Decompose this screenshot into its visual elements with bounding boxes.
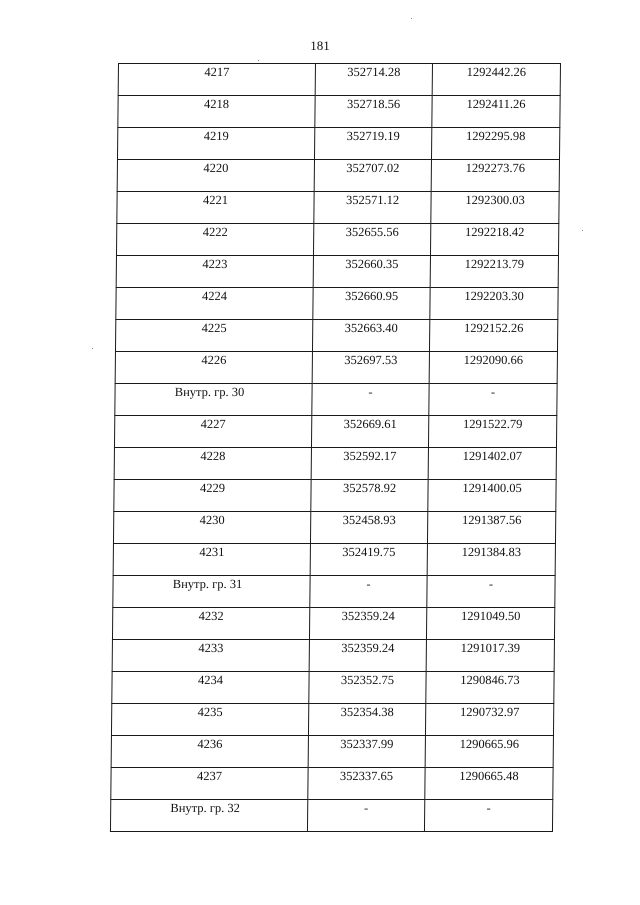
x-coordinate-cell: 352458.93: [310, 512, 427, 544]
y-coordinate-cell: 1292411.26: [432, 96, 560, 128]
x-coordinate-cell: 352660.35: [313, 256, 430, 288]
table-row: [111, 768, 553, 800]
point-cell: Внутр. гр. 30: [115, 384, 312, 416]
y-coordinate-cell: 1292213.79: [430, 256, 558, 288]
y-coordinate-cell: 1291017.39: [426, 640, 554, 672]
scan-speck: [582, 230, 583, 231]
table-row: [117, 160, 559, 192]
x-coordinate-cell: 352707.02: [314, 160, 431, 192]
table-row: [113, 576, 555, 608]
table-row: [114, 448, 556, 480]
y-coordinate-cell: 1291400.05: [428, 480, 556, 512]
point-cell: 4232: [112, 608, 309, 640]
x-coordinate-cell: 352660.95: [313, 288, 430, 320]
x-coordinate-cell: 352578.92: [311, 480, 428, 512]
x-coordinate-cell: 352337.65: [308, 768, 425, 800]
point-cell: 4221: [117, 192, 314, 224]
table-row: [115, 384, 557, 416]
y-coordinate-cell: 1291049.50: [426, 608, 554, 640]
y-coordinate-cell: 1291384.83: [427, 544, 555, 576]
y-coordinate-cell: 1291522.79: [428, 416, 556, 448]
table-row: [116, 224, 558, 256]
x-coordinate-cell: -: [307, 800, 424, 832]
point-cell: 4228: [114, 448, 311, 480]
point-cell: 4217: [118, 64, 315, 96]
x-coordinate-cell: -: [310, 576, 427, 608]
y-coordinate-cell: 1292090.66: [429, 352, 557, 384]
x-coordinate-cell: 352697.53: [312, 352, 429, 384]
y-coordinate-cell: 1292300.03: [431, 192, 559, 224]
x-coordinate-cell: -: [312, 384, 429, 416]
table-row: [115, 320, 557, 352]
x-coordinate-cell: 352359.24: [309, 608, 426, 640]
table-row: [113, 544, 555, 576]
y-coordinate-cell: 1290732.97: [425, 704, 553, 736]
point-cell: 4236: [111, 736, 308, 768]
table-row: [110, 800, 552, 832]
x-coordinate-cell: 352714.28: [315, 64, 432, 96]
point-cell: 4237: [111, 768, 308, 800]
table-row: [111, 704, 553, 736]
scan-speck: [92, 348, 93, 349]
point-cell: 4234: [112, 672, 309, 704]
point-cell: 4223: [116, 256, 313, 288]
point-cell: 4233: [112, 640, 309, 672]
x-coordinate-cell: 352669.61: [311, 416, 428, 448]
point-cell: 4226: [115, 352, 312, 384]
x-coordinate-cell: 352663.40: [312, 320, 429, 352]
y-coordinate-cell: 1292152.26: [429, 320, 557, 352]
y-coordinate-cell: -: [429, 384, 557, 416]
point-cell: 4227: [114, 416, 311, 448]
y-coordinate-cell: 1290665.48: [425, 768, 553, 800]
x-coordinate-cell: 352352.75: [309, 672, 426, 704]
y-coordinate-cell: 1292203.30: [430, 288, 558, 320]
table-row: [114, 480, 556, 512]
point-cell: 4222: [116, 224, 313, 256]
y-coordinate-cell: 1292442.26: [432, 64, 560, 96]
point-cell: 4220: [117, 160, 314, 192]
y-coordinate-cell: 1291387.56: [427, 512, 555, 544]
scan-speck: [258, 60, 259, 61]
y-coordinate-cell: 1292218.42: [430, 224, 558, 256]
y-coordinate-cell: -: [424, 800, 552, 832]
y-coordinate-cell: 1292273.76: [431, 160, 559, 192]
table-row: [114, 416, 556, 448]
point-cell: 4224: [116, 288, 313, 320]
x-coordinate-cell: 352592.17: [311, 448, 428, 480]
point-cell: 4218: [118, 96, 315, 128]
point-cell: Внутр. гр. 31: [113, 576, 310, 608]
coordinates-table-body: [110, 64, 560, 832]
table-row: [112, 608, 554, 640]
y-coordinate-cell: 1292295.98: [431, 128, 559, 160]
table-row: [115, 352, 557, 384]
x-coordinate-cell: 352718.56: [315, 96, 432, 128]
point-cell: 4225: [115, 320, 312, 352]
x-coordinate-cell: 352419.75: [310, 544, 427, 576]
coordinates-table: [110, 63, 561, 832]
point-cell: 4231: [113, 544, 310, 576]
y-coordinate-cell: -: [427, 576, 555, 608]
table-row: [117, 128, 559, 160]
table-row: [116, 256, 558, 288]
y-coordinate-cell: 1291402.07: [428, 448, 556, 480]
x-coordinate-cell: 352571.12: [314, 192, 431, 224]
point-cell: 4230: [113, 512, 310, 544]
point-cell: 4229: [114, 480, 311, 512]
y-coordinate-cell: 1290665.96: [425, 736, 553, 768]
x-coordinate-cell: 352359.24: [309, 640, 426, 672]
point-cell: Внутр. гр. 32: [110, 800, 307, 832]
x-coordinate-cell: 352337.99: [308, 736, 425, 768]
x-coordinate-cell: 352655.56: [313, 224, 430, 256]
table-row: [116, 288, 558, 320]
x-coordinate-cell: 352354.38: [308, 704, 425, 736]
table-row: [113, 512, 555, 544]
table-row: [111, 736, 553, 768]
y-coordinate-cell: 1290846.73: [426, 672, 554, 704]
table-row: [117, 192, 559, 224]
table-row: [118, 64, 560, 96]
page-number: 181: [310, 38, 330, 53]
point-cell: 4219: [117, 128, 314, 160]
x-coordinate-cell: 352719.19: [314, 128, 431, 160]
table-row: [118, 96, 560, 128]
table-row: [112, 672, 554, 704]
table-row: [112, 640, 554, 672]
point-cell: 4235: [111, 704, 308, 736]
scan-speck: [411, 18, 412, 19]
